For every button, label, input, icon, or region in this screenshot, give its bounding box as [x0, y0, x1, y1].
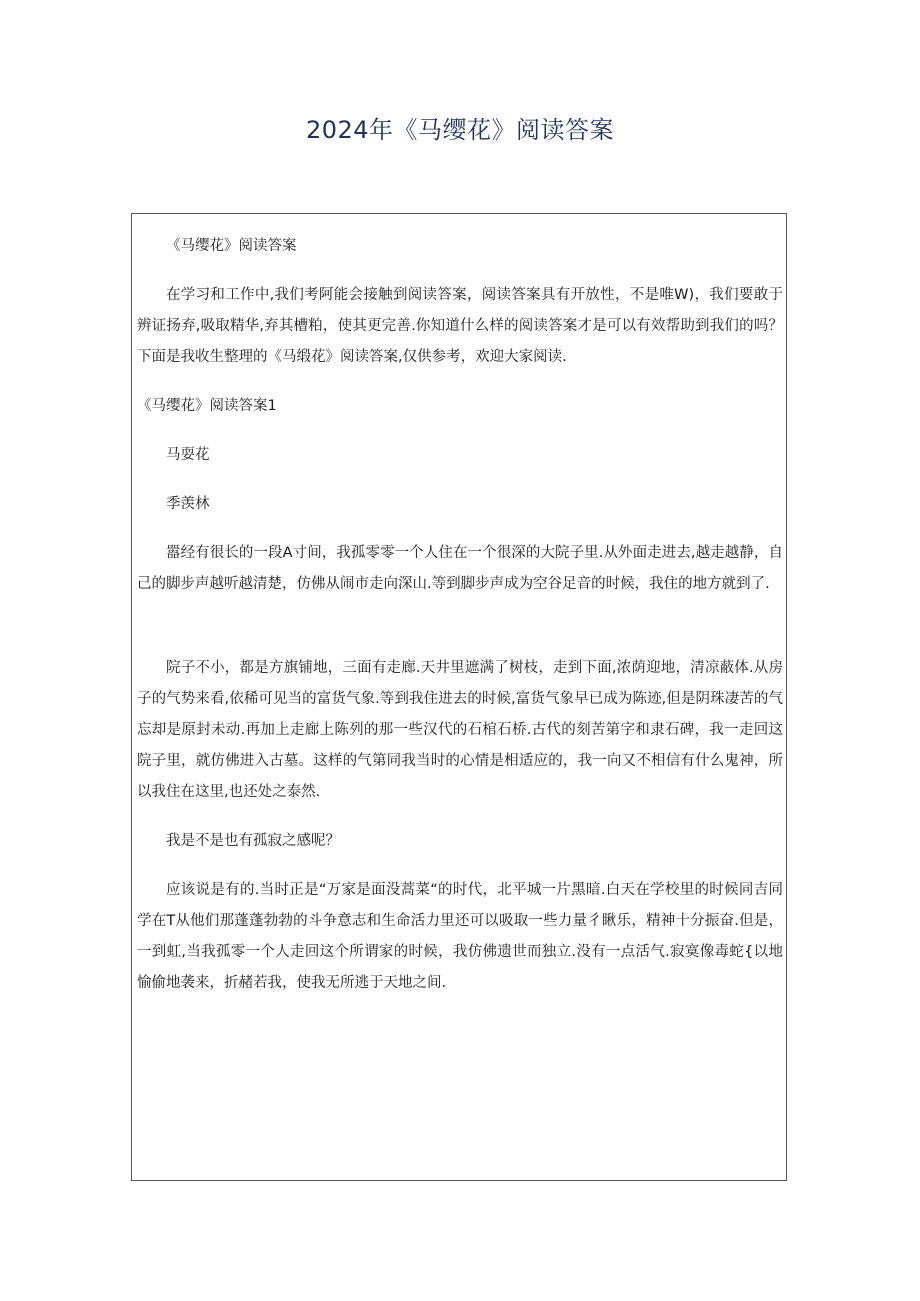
- body-paragraph: 应该说是有的.当时正是“万家是面没蒿菜“的时代，北平城一片黑暗.白天在学校里的时候同吉同学在T从他们那蓬蓬勃勃的斗争意志和生命活力里还可以吸取一些力量彳瞅乐，精神十分振奋.但是，一到虹,当我孤零一个人走回这个所谓家的时候，我仿佛遗世而独立.没有一点活气.寂寞像毒蛇{以地愉偷地袭来，折赭若我，使我无所逃于天地之间.: [137, 882, 783, 991]
- subtitle-paragraph: 《马缨花》阅读答案: [166, 238, 297, 254]
- document-title: 2024年《马缨花》阅读答案: [305, 116, 615, 144]
- paragraph-gap: [137, 618, 783, 653]
- body-paragraph: 我是不是也有孤寂之感呢？: [166, 833, 340, 849]
- body-paragraph: 嚣经有很长的一段A寸间，我孤零零一个人住在一个很深的大院子里.从外面走进去,越走越静，自己的脚步声越听越清楚，仿佛从闹市走向深山.等到脚步声成为空谷足音的时候，我住的地方就到了.: [137, 545, 783, 592]
- essay-author: 季羡林: [166, 496, 210, 512]
- content-body: [137, 231, 783, 1017]
- essay-title: 马耍花: [166, 447, 210, 463]
- intro-paragraph: 在学习和工作中,我们考阿能会接触到阅读答案，阅读答案具有开放性，不是唯W)，我们要敢于辨证扬弃,吸取精华,弃其槽粕，使其更完善.你知道什么样的阅读答案才是可以有效帮助到我们的吗？下面是我收生整理的《马缎花》阅读答案,仅供参考，欢迎大家阅读.: [137, 287, 783, 365]
- content-box: [131, 213, 787, 1181]
- section-heading: 《马缨花》阅读答案1: [137, 398, 277, 414]
- body-paragraph: 院子不小，都是方旗铺地，三面有走廊.天井里遮满了树枝，走到下面,浓荫迎地，清凉蔽体.从房子的气势来看,依稀可见当的富货气象.等到我住进去的时候,富货气象早已成为陈迹,但是阴珠凄苦的气忘却是原封未动.再加上走廊上陈列的那一些汉代的石棺石桥.古代的刻苦第字和隶石碑，我一走回这院子里，就仿佛进入古墓。这样的气第同我当时的心情是相适应的，我一向又不相信有什么鬼神，所以我住在这里,也还处之泰然.: [137, 660, 783, 800]
